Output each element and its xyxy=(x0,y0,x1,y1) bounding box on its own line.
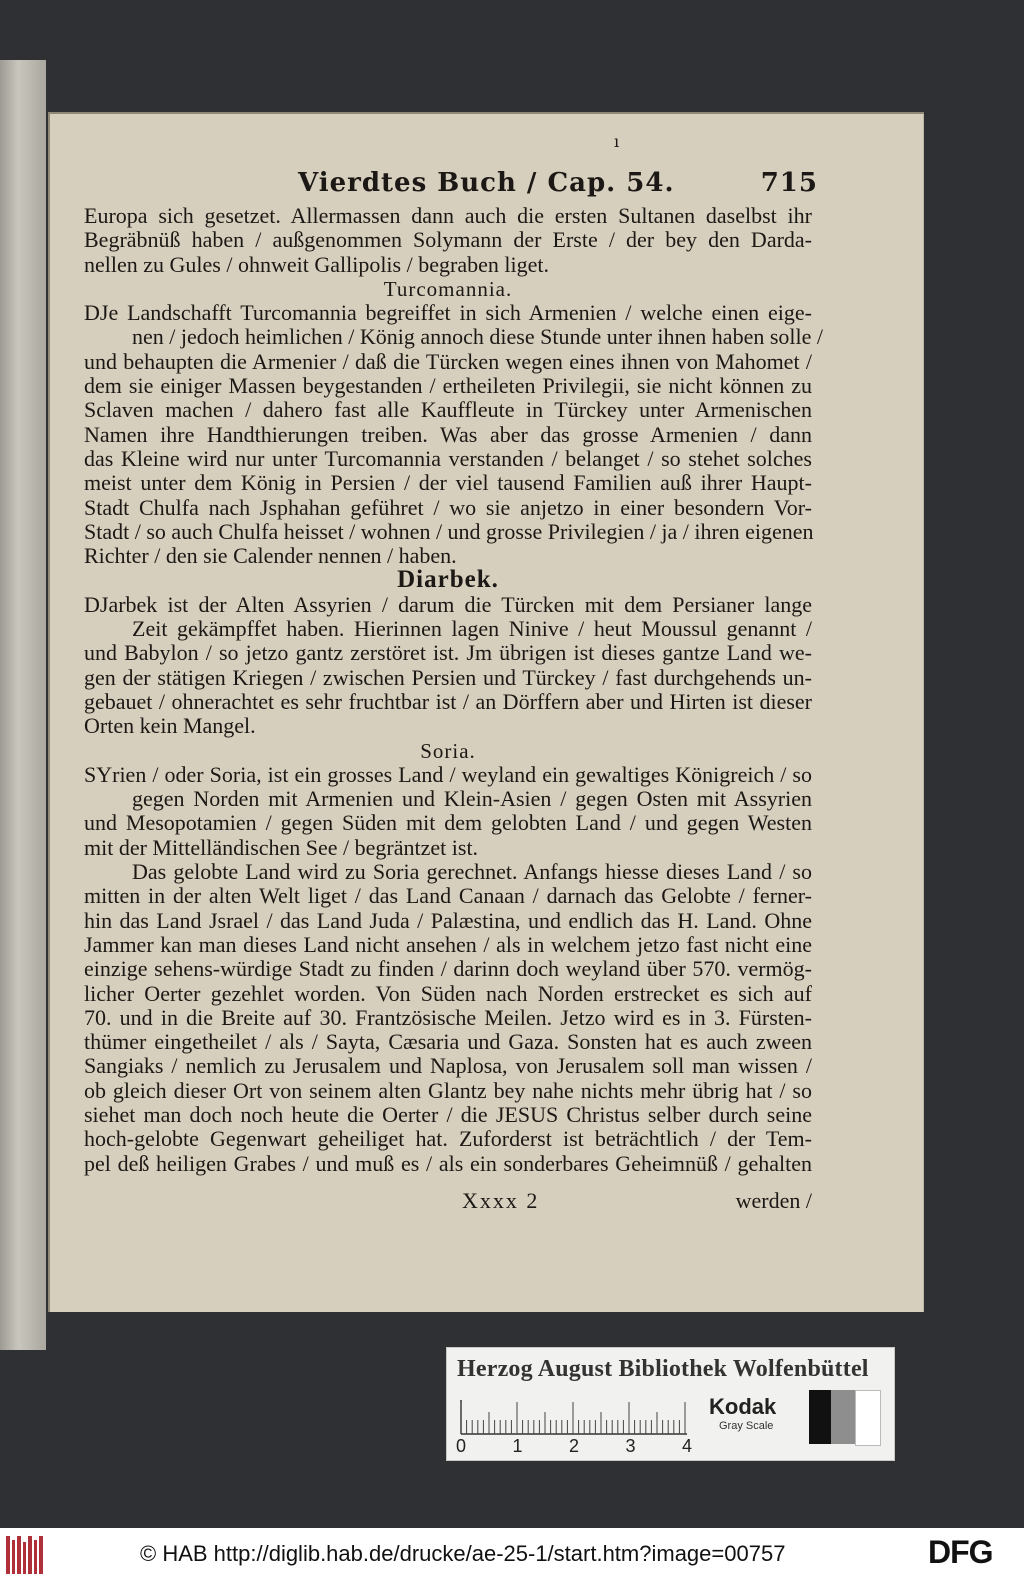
text-line: Stadt Chulfa nach Jsphahan geführet / wo sie anjetzo in einer besondern Vor- xyxy=(84,494,812,520)
text-line: und Mesopotamien / gegen Süden mit dem gelobten Land / und gegen Westen xyxy=(84,810,812,836)
text-line: einzige sehens-würdige Stadt zu finden / darinn doch weyland über 570. vermög- xyxy=(84,956,812,982)
swatch-black xyxy=(809,1390,831,1444)
text-line: Sangiaks / nemlich zu Jerusalem und Naplosa, von Jerusalem soll man wissen / xyxy=(84,1053,812,1079)
text-line: gebauet / ohnerachtet es sehr fruchtbar ist / an Dörffern aber und Hirten ist dieser xyxy=(84,688,812,714)
text-line: Sclaven machen / dahero fast alle Kauffleute in Türckey unter Armenischen xyxy=(84,397,812,423)
kodak-logo: Kodak xyxy=(709,1394,777,1419)
dfg-logo: DFG xyxy=(928,1534,993,1570)
footer-bar xyxy=(0,1528,1024,1582)
gray-swatches xyxy=(809,1390,879,1444)
copyright-link[interactable]: © HAB http://diglib.hab.de/drucke/ae-25-1/start.htm?image=00757 xyxy=(140,1541,786,1566)
text-line: Jammer kan man dieses Land nicht ansehen / als in welchem jetzo fast nicht eine xyxy=(84,931,812,957)
text-line: mit der Mittelländischen See / begräntzet ist. xyxy=(84,834,479,860)
text-line: dem sie einiger Massen beygestanden / ertheileten Privilegii, sie nicht können zu xyxy=(84,373,812,399)
section-heading: Soria. xyxy=(420,738,476,763)
text-line: nellen zu Gules / ohnweit Gallipolis / begraben liget. xyxy=(84,251,549,277)
swatch-white xyxy=(855,1390,881,1446)
card-title: Herzog August Bibliothek Wolfenbüttel xyxy=(457,1356,869,1382)
text-line: Europa sich gesetzet. Allermassen dann auch die ersten Sultanen daselbst ihr xyxy=(84,203,812,228)
text-line: Das gelobte Land wird zu Soria gerechnet. Anfangs hiesse dieses Land / so xyxy=(132,859,812,885)
ruler-label: 2 xyxy=(569,1436,580,1456)
text-line: hin das Land Jsrael / das Land Juda / Palæstina, und endlich das H. Land. Ohne xyxy=(84,907,812,933)
text-line: DJe Landschafft Turcomannia begreiffet in sich Armenien / welche einen eige- xyxy=(84,300,812,326)
ruler-label: 1 xyxy=(512,1436,523,1456)
text-line: und Babylon / so jetzo gantz zerstöret ist. Jm übrigen ist dieses gantze Land we- xyxy=(84,640,812,666)
text-line: thümer eingetheilet / als / Sayta, Cæsaria und Gaza. Sonsten hat es auch zween xyxy=(84,1029,812,1055)
previous-page-edge xyxy=(0,60,46,1350)
section-heading: Turcomannia. xyxy=(383,276,513,301)
text-line: Namen ihre Handthierungen treiben. Was aber das grosse Armenien / dann xyxy=(84,421,812,447)
page-mark: ı xyxy=(614,132,620,151)
text-line: Zeit gekämpffet haben. Hierinnen lagen Ninive / heut Moussul genannt / xyxy=(132,616,812,642)
text-line: das Kleine wird nur unter Turcomannia verstanden / belanget / so stehet solches xyxy=(84,445,812,471)
text-line: Stadt / so auch Chulfa heisset / wohnen / und grosse Privilegien / ja / ihren eigenen xyxy=(84,518,814,544)
page-foot xyxy=(84,1188,812,1216)
text-line: DJarbek ist der Alten Assyrien / darum die Türcken mit dem Persianer lange xyxy=(84,591,812,617)
text-line: und behaupten die Armenier / daß die Türcken wegen eines ihnen von Mahomet / xyxy=(84,348,812,374)
text-line: 70. und in die Breite auf 30. Frantzösische Meilen. Jetzo wird es in 3. Fürsten- xyxy=(84,1004,812,1030)
ruler-label: 3 xyxy=(625,1436,636,1456)
page-number: 715 xyxy=(760,168,818,198)
section-heading: Diarbek. xyxy=(397,566,499,594)
header-title: Vierdtes Buch / Cap. 54. xyxy=(298,168,675,198)
ruler-label: 0 xyxy=(456,1436,467,1456)
ruler-label: 4 xyxy=(682,1436,693,1456)
text-line: mitten in der alten Welt liget / das Land Canaan / darnach das Gelobte / ferner- xyxy=(84,883,812,909)
text-line: siehet man doch noch heute die Oerter / die JESUS Christus selber durch seine xyxy=(84,1101,812,1127)
color-calibration-card xyxy=(446,1347,895,1461)
text-line: gegen Norden mit Armenien und Klein-Asien / gegen Osten mit Assyrien xyxy=(132,786,812,812)
barcode-icon xyxy=(6,1534,48,1576)
text-line: Richter / den sie Calender nennen / haben. xyxy=(84,543,457,569)
running-header xyxy=(298,168,818,202)
text-line: pel deß heiligen Grabes / und muß es / als ein sonderbares Geheimnüß / gehalten xyxy=(84,1150,812,1176)
gray-scale-label: Gray Scale xyxy=(719,1420,774,1432)
text-line: gen der stätigen Kriegen / zwischen Persien und Türckey / fast durchgehends un- xyxy=(84,664,812,690)
text-line: ob gleich dieser Ort von seinem alten Glantz bey nahe nichts mehr übrig hat / so xyxy=(84,1077,812,1103)
scanned-page xyxy=(48,112,924,1312)
swatch-gray xyxy=(831,1390,855,1444)
signature-mark: Xxxx 2 xyxy=(462,1188,540,1213)
text-line: SYrien / oder Soria, ist ein grosses Land / weyland ein gewaltiges Königreich / so xyxy=(84,761,812,787)
text-line: meist unter dem König in Persien / der viel tausend Familien auß ihrer Haupt- xyxy=(84,470,812,496)
text-line: Begräbnüß haben / außgenommen Solymann der Erste / der bey den Darda- xyxy=(84,227,812,253)
text-line: nen / jedoch heimlichen / König annoch diese Stunde unter ihnen haben solle / xyxy=(132,324,823,350)
body-text xyxy=(84,203,823,1176)
catchword: werden / xyxy=(735,1188,812,1213)
ruler-scale xyxy=(456,1398,704,1456)
text-line: Orten kein Mangel. xyxy=(84,713,256,739)
text-line: hoch-gelobte Gegenwart geheiliget hat. Zuforderst ist beträchtlich / der Tem- xyxy=(84,1126,812,1152)
text-line: licher Oerter gezehlet worden. Von Süden nach Norden erstrecket es sich auf xyxy=(84,980,812,1006)
